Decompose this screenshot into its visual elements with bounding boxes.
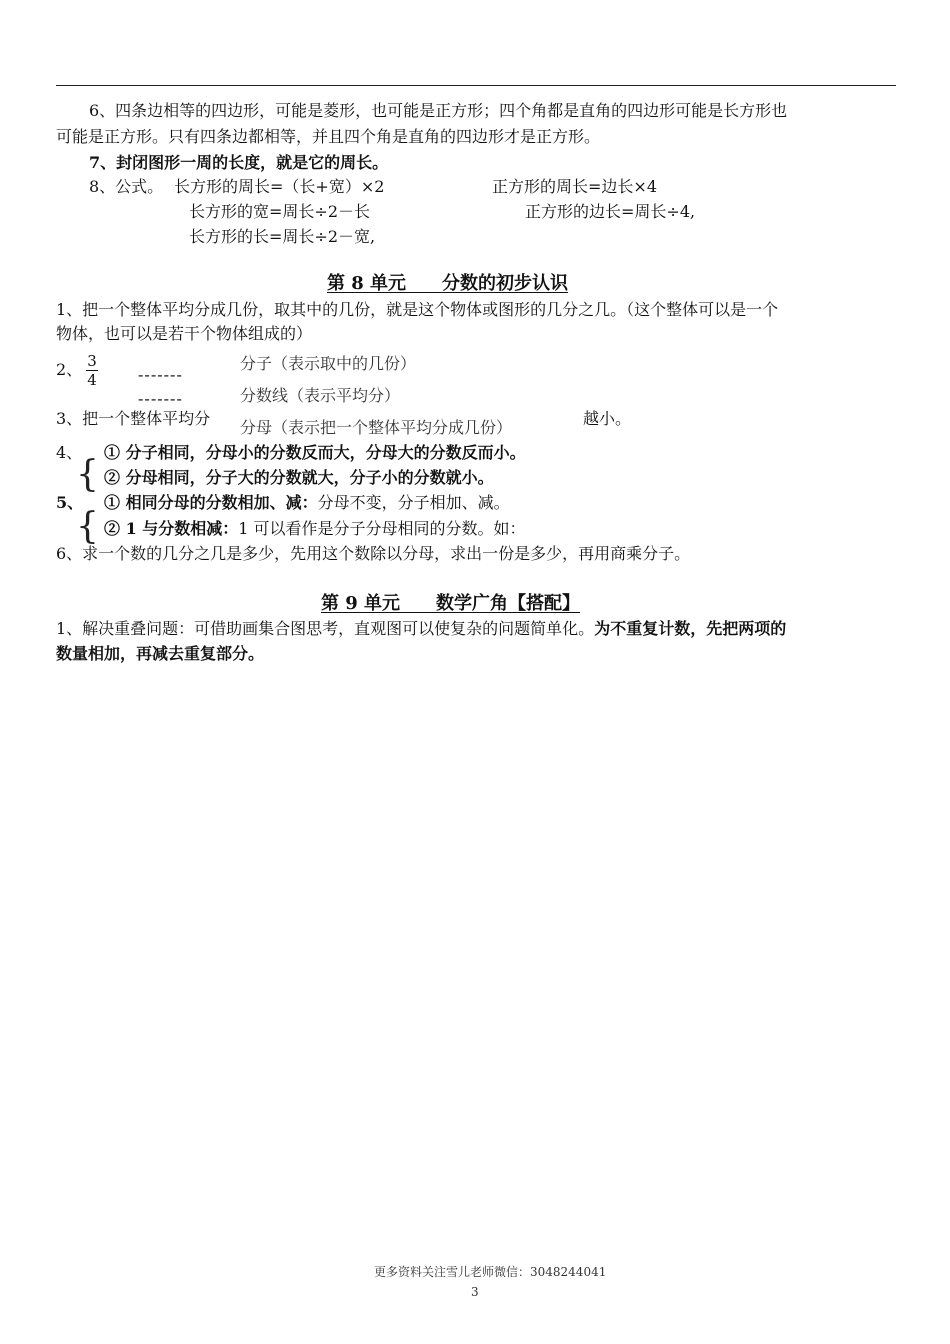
label-denominator: 分母（表示把一个整体平均分成几份） <box>240 416 512 440</box>
item6-line2: 可能是正方形。只有四条边都相等，并且四个角是直角的四边形才是正方形。 <box>56 127 601 146</box>
unit8-item5-rule2 <box>104 517 526 541</box>
leader-dash-top: ------- <box>138 365 183 384</box>
unit9-item1-line1 <box>56 617 786 641</box>
formula-rect-length: 长方形的长=周长÷2－宽, <box>189 227 376 246</box>
leader-dash-bottom: ------- <box>138 389 183 408</box>
unit9-item1-bold: 为不重复计数，先把两项的 <box>594 619 787 638</box>
footer-promo: 更多资料关注雪儿老师微信：3048244041 <box>374 1265 607 1279</box>
item5-rule1-rest: 分母不变，分子相加、减。 <box>317 493 510 512</box>
fraction-numerator: 3 <box>87 352 97 370</box>
formula-rect-perimeter: 长方形的周长=（长+宽）×2 <box>174 177 385 196</box>
unit8-item3-start: 3、把一个整体平均分 <box>56 409 211 428</box>
unit9-item1-line2: 数量相加，再减去重复部分。 <box>56 644 265 663</box>
header-rule <box>56 85 896 86</box>
page-number: 3 <box>471 1285 479 1299</box>
item5-rule2-rest: 1 可以看作是分子分母相同的分数。如： <box>238 519 526 538</box>
formula-square-side: 正方形的边长=周长÷4, <box>525 202 696 221</box>
unit8-item4-rule2: ② 分母相同，分子大的分数就大，分子小的分数就小。 <box>104 468 494 487</box>
item7: 7、封闭图形一周的长度，就是它的周长。 <box>89 153 389 172</box>
unit8-item6: 6、求一个数的几分之几是多少，先用这个数除以分母，求出一份是多少，再用商乘分子。 <box>56 544 691 563</box>
item5-rule1-bold: ① 相同分母的分数相加、减： <box>104 493 318 512</box>
label-numerator: 分子（表示取中的几份） <box>240 354 417 373</box>
unit8-item1-line1: 1、把一个整体平均分成几份，取其中的几份，就是这个物体或图形的几分之几。（这个整体可以是一个 <box>56 300 779 319</box>
unit8-heading: 第 8 单元 分数的初步认识 <box>327 273 569 294</box>
label-fraction-line: 分数线（表示平均分） <box>240 386 401 405</box>
item8-label: 8、公式。 <box>89 177 164 196</box>
unit8-item2-label: 2、 <box>56 360 83 379</box>
unit9-item1-normal: 1、解决重叠问题：可借助画集合图思考，直观图可以使复杂的问题简单化。 <box>56 619 595 638</box>
unit8-item4-label: 4、 <box>56 443 83 462</box>
unit8-item1-line2: 物体，也可以是若干个物体组成的） <box>56 324 313 343</box>
unit8-item5-rule1 <box>104 491 510 515</box>
formula-rect-width: 长方形的宽=周长÷2－长 <box>189 202 370 221</box>
fraction-three-quarters <box>86 352 98 389</box>
unit9-heading: 第 9 单元 数学广角【搭配】 <box>321 593 581 614</box>
formula-square-perimeter: 正方形的周长=边长×4 <box>492 177 657 196</box>
unit8-item3-end: 越小。 <box>583 409 632 428</box>
fraction-denominator: 4 <box>87 371 97 389</box>
brace-item5: { <box>76 506 99 547</box>
unit8-item4-rule1: ① 分子相同，分母小的分数反而大，分母大的分数反而小。 <box>104 443 526 462</box>
item5-rule2-bold: ② 1 与分数相减： <box>104 519 239 538</box>
unit8-item5-label: 5、 <box>56 493 84 512</box>
brace-item4: { <box>76 454 99 495</box>
item6-line1: 6、四条边相等的四边形，可能是菱形，也可能是正方形；四个角都是直角的四边形可能是长方形也 <box>89 101 788 120</box>
